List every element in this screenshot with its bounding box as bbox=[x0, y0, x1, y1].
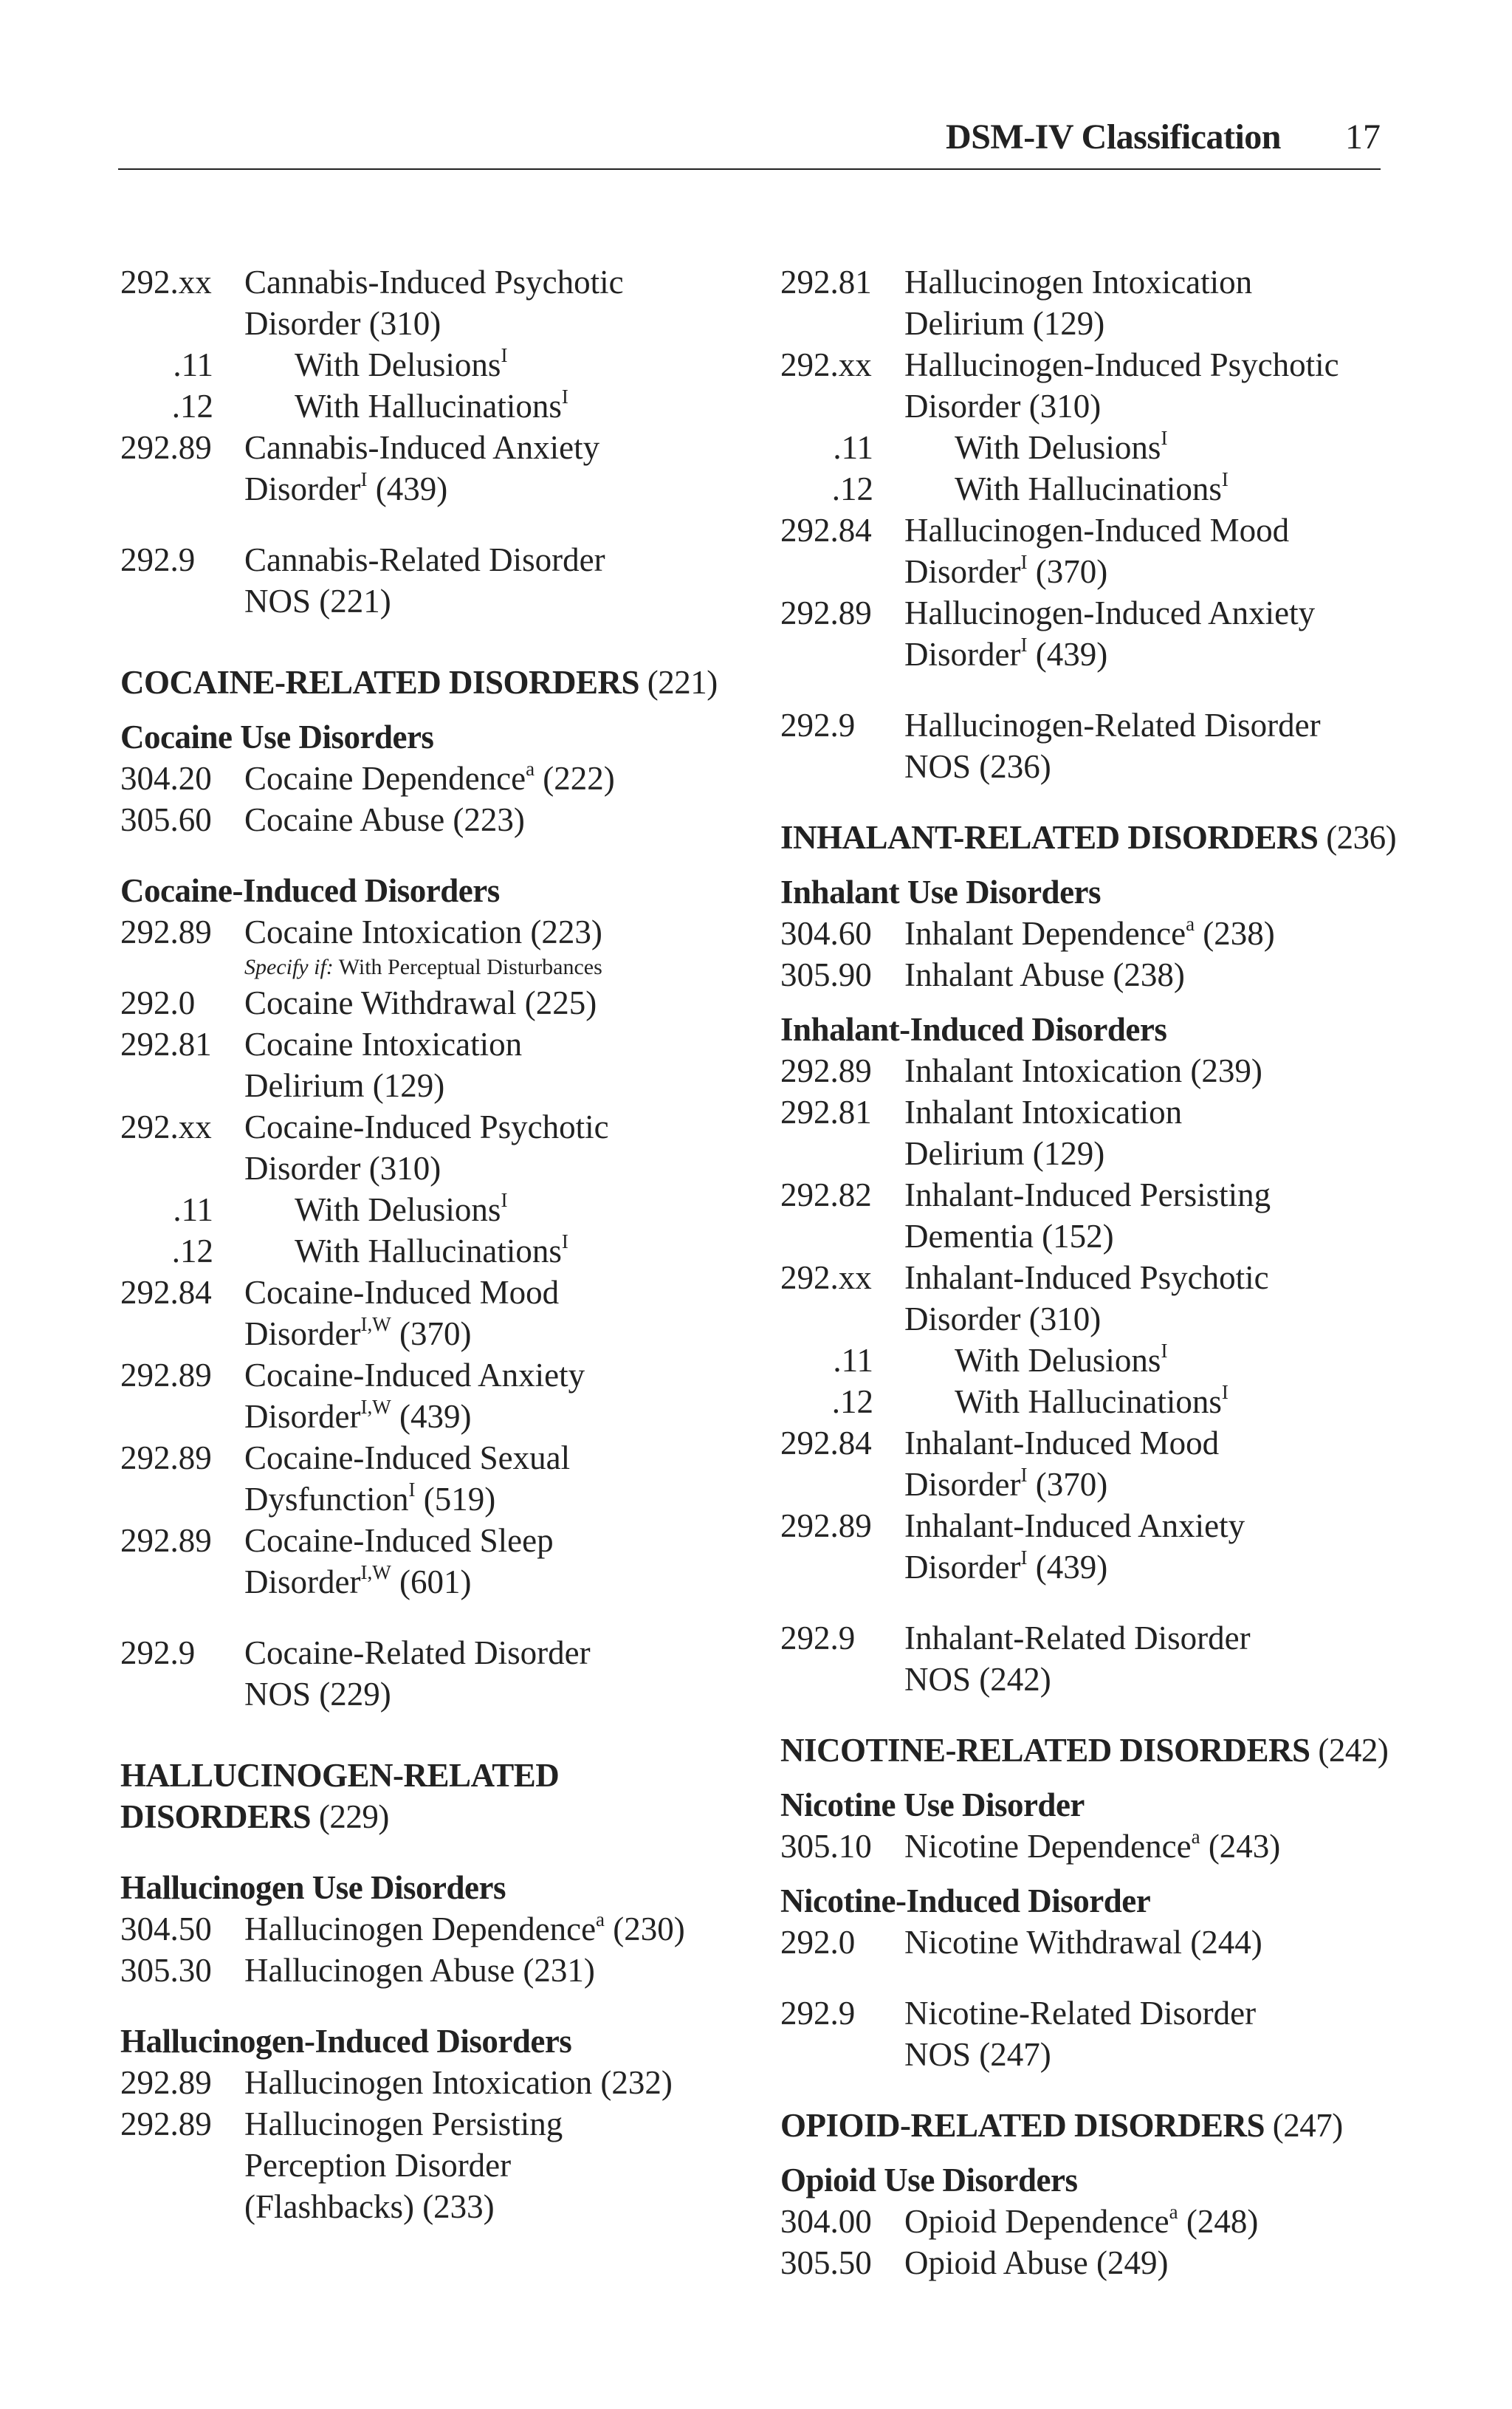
diagnostic-code: 292.xx bbox=[780, 1259, 872, 1296]
section-heading: OPIOID-RELATED DISORDERS (247) bbox=[780, 2107, 1343, 2144]
entry-text: Inhalant Intoxication (239) bbox=[904, 1052, 1262, 1089]
diagnostic-code: 292.81 bbox=[120, 1026, 212, 1063]
subtype-code: .11 bbox=[833, 429, 873, 466]
classification-entry bbox=[120, 539, 755, 622]
subsection-heading: Hallucinogen Use Disorders bbox=[120, 1869, 506, 1906]
entry-text: Hallucinogen Abuse (231) bbox=[244, 1952, 595, 1989]
entry-text: Inhalant-Induced Persisting Dementia (152) bbox=[904, 1176, 1271, 1255]
classification-entry bbox=[780, 1174, 1415, 1257]
subsection-heading: Cocaine Use Disorders bbox=[120, 719, 434, 755]
classification-entry bbox=[120, 758, 755, 799]
entry-text: With Delusions$^I$ bbox=[295, 1189, 508, 1228]
classification-entry bbox=[780, 1505, 1415, 1588]
entry-text: Nicotine Dependence$^a$ (243) bbox=[904, 1826, 1281, 1865]
diagnostic-code: 305.30 bbox=[120, 1952, 212, 1989]
entry-text: Cannabis-Induced Anxiety Disorder$^I$ (439) bbox=[244, 429, 600, 507]
subtype-code: .11 bbox=[173, 1191, 213, 1228]
classification-entry bbox=[120, 2062, 755, 2103]
subsection-heading: Nicotine Use Disorder bbox=[780, 1786, 1085, 1823]
classification-entry bbox=[120, 1354, 755, 1437]
diagnostic-code: 292.84 bbox=[120, 1274, 212, 1311]
diagnostic-code: 292.84 bbox=[780, 512, 872, 549]
diagnostic-code: 305.60 bbox=[120, 801, 212, 838]
entry-text: Inhalant-Related Disorder NOS (242) bbox=[904, 1620, 1251, 1698]
entry-text: Cannabis-Related Disorder NOS (221) bbox=[244, 541, 605, 620]
classification-entry bbox=[120, 427, 755, 510]
entry-text: Inhalant Intoxication Delirium (129) bbox=[904, 1094, 1183, 1172]
subtype-code: .11 bbox=[173, 346, 213, 383]
diagnostic-code: 304.00 bbox=[780, 2203, 872, 2240]
entry-text: Cocaine-Induced Sexual Dysfunction$^I$ (519) bbox=[244, 1439, 571, 1518]
entry-text: Inhalant-Induced Psychotic Disorder (310) bbox=[904, 1259, 1269, 1337]
diagnostic-code: 292.82 bbox=[780, 1176, 872, 1213]
diagnostic-code: 292.0 bbox=[120, 984, 196, 1021]
classification-entry bbox=[780, 1826, 1415, 1867]
classification-entry bbox=[780, 2242, 1415, 2283]
entry-text: Nicotine-Related Disorder NOS (247) bbox=[904, 1995, 1257, 2073]
entry-text: Cannabis-Induced Psychotic Disorder (310) bbox=[244, 264, 624, 342]
classification-entry bbox=[120, 1950, 755, 1991]
diagnostic-code: 292.89 bbox=[780, 1507, 872, 1544]
diagnostic-code: 292.89 bbox=[780, 594, 872, 631]
diagnostic-code: 292.81 bbox=[780, 1094, 872, 1131]
entry-text: Hallucinogen Dependence$^a$ (230) bbox=[244, 1908, 685, 1947]
page-number: 17 bbox=[1345, 117, 1381, 157]
entry-text: Inhalant Dependence$^a$ (238) bbox=[904, 913, 1275, 952]
entry-text: With Hallucinations$^I$ bbox=[295, 385, 568, 425]
entry-text: Cocaine Dependence$^a$ (222) bbox=[244, 758, 615, 797]
classification-entry bbox=[120, 1272, 755, 1354]
subtype-code: .12 bbox=[171, 1233, 213, 1269]
page-header bbox=[118, 117, 1381, 170]
entry-text: With Hallucinations$^I$ bbox=[955, 1381, 1228, 1420]
classification-entry bbox=[120, 1106, 755, 1189]
specifier-note: Specify if: With Perceptual Disturbances bbox=[244, 955, 602, 979]
diagnostic-code: 292.89 bbox=[120, 1357, 212, 1394]
subtype-entry bbox=[780, 1340, 1415, 1381]
diagnostic-code: 292.89 bbox=[780, 1052, 872, 1089]
section-heading: COCAINE-RELATED DISORDERS (221) bbox=[120, 664, 718, 701]
diagnostic-code: 292.84 bbox=[780, 1425, 872, 1461]
entry-text: Cocaine-Induced Mood Disorder$^{I,W}$ (370) bbox=[244, 1274, 560, 1352]
right-column bbox=[780, 261, 1415, 2283]
classification-entry bbox=[120, 911, 755, 953]
diagnostic-code: 292.9 bbox=[780, 1620, 856, 1656]
diagnostic-code: 292.89 bbox=[120, 429, 212, 466]
classification-entry bbox=[780, 344, 1415, 427]
entry-text: Hallucinogen Intoxication (232) bbox=[244, 2064, 673, 2101]
entry-text: Opioid Abuse (249) bbox=[904, 2244, 1169, 2281]
diagnostic-code: 305.50 bbox=[780, 2244, 872, 2281]
subsection-heading: Cocaine-Induced Disorders bbox=[120, 872, 500, 909]
diagnostic-code: 292.9 bbox=[120, 1634, 196, 1671]
entry-text: With Delusions$^I$ bbox=[955, 427, 1168, 466]
classification-entry bbox=[120, 1908, 755, 1950]
entry-text: Hallucinogen Persisting Perception Disorder (Flashbacks) (233) bbox=[244, 2105, 563, 2225]
subsection-heading: Inhalant Use Disorders bbox=[780, 874, 1102, 911]
diagnostic-code: 292.81 bbox=[780, 264, 872, 301]
subsection-heading: Inhalant-Induced Disorders bbox=[780, 1011, 1167, 1048]
classification-entry bbox=[780, 1992, 1415, 2075]
subtype-entry bbox=[120, 1230, 755, 1272]
entry-text: Hallucinogen-Induced Psychotic Disorder (310) bbox=[904, 346, 1339, 425]
classification-entry bbox=[120, 2103, 755, 2227]
entry-text: With Hallucinations$^I$ bbox=[295, 1230, 568, 1269]
entry-text: Hallucinogen Intoxication Delirium (129) bbox=[904, 264, 1253, 342]
classification-entry bbox=[780, 1922, 1415, 1963]
subsection-heading: Opioid Use Disorders bbox=[780, 2162, 1078, 2199]
classification-entry bbox=[780, 1050, 1415, 1092]
classification-entry bbox=[120, 1024, 755, 1106]
classification-entry bbox=[120, 261, 755, 344]
diagnostic-code: 304.20 bbox=[120, 760, 212, 797]
classification-entry bbox=[780, 954, 1415, 996]
subtype-entry bbox=[780, 1381, 1415, 1422]
left-column bbox=[120, 261, 755, 2227]
subsection-heading: Hallucinogen-Induced Disorders bbox=[120, 2023, 572, 2060]
diagnostic-code: 305.10 bbox=[780, 1828, 872, 1865]
diagnostic-code: 292.9 bbox=[780, 707, 856, 744]
entry-text: With Delusions$^I$ bbox=[295, 344, 508, 383]
entry-text: Hallucinogen-Related Disorder NOS (236) bbox=[904, 707, 1321, 785]
diagnostic-code: 292.89 bbox=[120, 2064, 212, 2101]
entry-text: With Hallucinations$^I$ bbox=[955, 468, 1228, 507]
classification-entry bbox=[120, 799, 755, 840]
subtype-entry bbox=[120, 385, 755, 427]
entry-text: Cocaine-Related Disorder NOS (229) bbox=[244, 1634, 591, 1713]
subtype-entry bbox=[120, 344, 755, 385]
entry-text: Inhalant-Induced Anxiety Disorder$^I$ (439) bbox=[904, 1507, 1245, 1586]
entry-text: Cocaine-Induced Psychotic Disorder (310) bbox=[244, 1108, 609, 1187]
section-heading: HALLUCINOGEN-RELATED DISORDERS (229) bbox=[120, 1757, 560, 1835]
entry-text: Hallucinogen-Induced Anxiety Disorder$^I$ (439) bbox=[904, 594, 1316, 673]
subtype-code: .11 bbox=[833, 1342, 873, 1379]
section-heading: NICOTINE-RELATED DISORDERS (242) bbox=[780, 1732, 1389, 1769]
classification-entry bbox=[780, 705, 1415, 787]
entry-text: Cocaine-Induced Anxiety Disorder$^{I,W}$ (439) bbox=[244, 1357, 585, 1435]
entry-text: Hallucinogen-Induced Mood Disorder$^I$ (370) bbox=[904, 512, 1290, 590]
classification-entry bbox=[780, 1422, 1415, 1505]
subtype-entry bbox=[120, 1189, 755, 1230]
subtype-entry bbox=[780, 468, 1415, 510]
classification-entry bbox=[120, 1632, 755, 1715]
classification-entry bbox=[780, 592, 1415, 675]
subtype-code: .12 bbox=[831, 470, 873, 507]
entry-text: Cocaine Withdrawal (225) bbox=[244, 984, 597, 1021]
diagnostic-code: 292.89 bbox=[120, 1522, 212, 1559]
classification-entry bbox=[780, 1092, 1415, 1174]
diagnostic-code: 292.89 bbox=[120, 2105, 212, 2142]
entry-text: With Delusions$^I$ bbox=[955, 1340, 1168, 1379]
entry-text: Cocaine Intoxication (223) bbox=[244, 914, 602, 950]
subtype-code: .12 bbox=[171, 388, 213, 425]
diagnostic-code: 292.89 bbox=[120, 914, 212, 950]
diagnostic-code: 304.60 bbox=[780, 915, 872, 952]
diagnostic-code: 292.0 bbox=[780, 1924, 856, 1961]
classification-entry bbox=[780, 510, 1415, 592]
running-title: DSM-IV Classification bbox=[946, 117, 1281, 157]
subtype-code: .12 bbox=[831, 1383, 873, 1420]
classification-entry bbox=[780, 1617, 1415, 1700]
diagnostic-code: 292.89 bbox=[120, 1439, 212, 1476]
entry-text: Cocaine Abuse (223) bbox=[244, 801, 525, 838]
entry-text: Cocaine Intoxication Delirium (129) bbox=[244, 1026, 523, 1104]
entry-text: Inhalant-Induced Mood Disorder$^I$ (370) bbox=[904, 1425, 1220, 1503]
diagnostic-code: 292.xx bbox=[780, 346, 872, 383]
entry-text: Inhalant Abuse (238) bbox=[904, 956, 1185, 993]
entry-text: Nicotine Withdrawal (244) bbox=[904, 1924, 1262, 1961]
diagnostic-code: 305.90 bbox=[780, 956, 872, 993]
classification-entry bbox=[120, 1520, 755, 1603]
entry-text: Cocaine-Induced Sleep Disorder$^{I,W}$ (601) bbox=[244, 1522, 554, 1600]
classification-entry bbox=[780, 1257, 1415, 1340]
subtype-entry bbox=[780, 427, 1415, 468]
diagnostic-code: 304.50 bbox=[120, 1911, 212, 1947]
diagnostic-code: 292.9 bbox=[780, 1995, 856, 2032]
classification-entry bbox=[780, 261, 1415, 344]
diagnostic-code: 292.9 bbox=[120, 541, 196, 578]
classification-entry bbox=[120, 982, 755, 1024]
diagnostic-code: 292.xx bbox=[120, 1108, 212, 1145]
entry-text: Opioid Dependence$^a$ (248) bbox=[904, 2201, 1259, 2240]
classification-entry bbox=[120, 1437, 755, 1520]
classification-entry bbox=[780, 2201, 1415, 2242]
diagnostic-code: 292.xx bbox=[120, 264, 212, 301]
section-heading: INHALANT-RELATED DISORDERS (236) bbox=[780, 819, 1397, 856]
classification-entry bbox=[780, 913, 1415, 954]
subsection-heading: Nicotine-Induced Disorder bbox=[780, 1882, 1151, 1919]
